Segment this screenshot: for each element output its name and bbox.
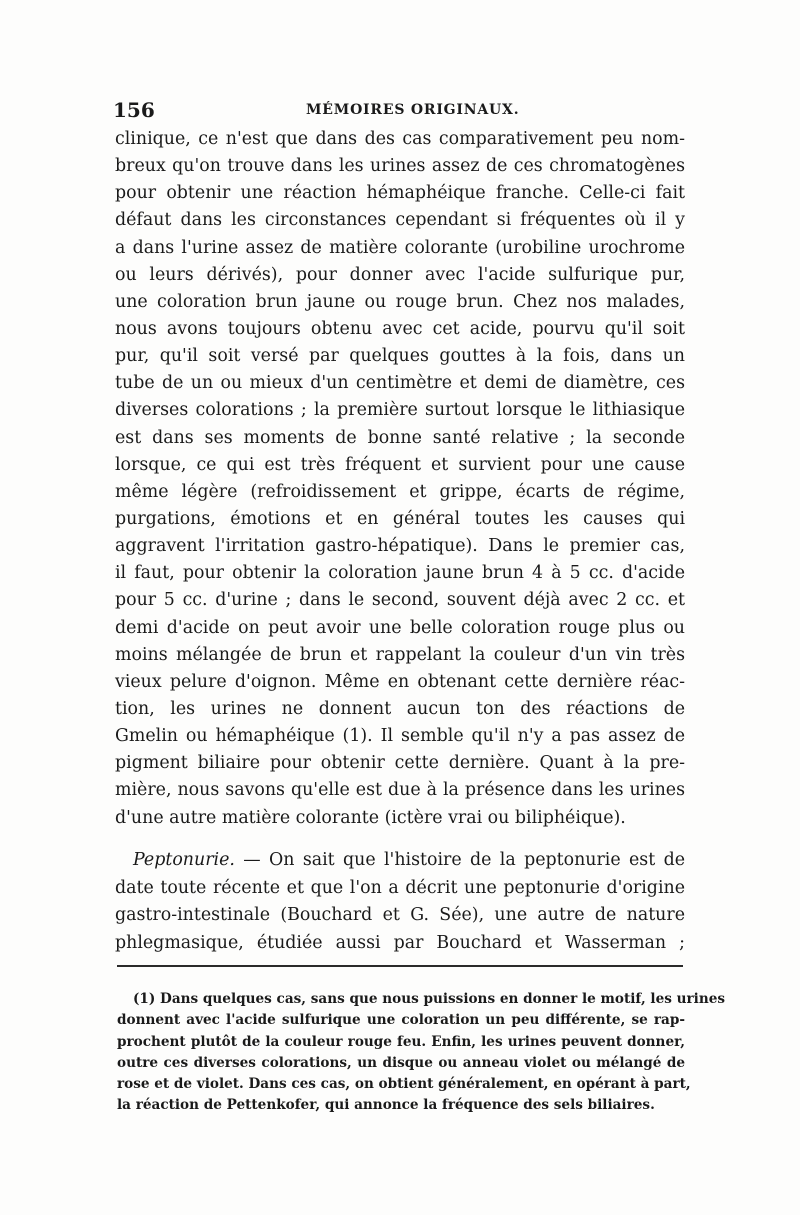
text-line: est dans ses moments de bonne santé relative ; la seconde bbox=[115, 427, 685, 448]
running-title: MÉMOIRES ORIGINAUX. bbox=[306, 102, 520, 118]
page-header bbox=[113, 98, 683, 122]
text-line: vieux pelure d'oignon. Même en obtenant cette dernière réac- bbox=[115, 671, 685, 692]
text-line: pur, qu'il soit versé par quelques gouttes à la fois, dans un bbox=[115, 346, 685, 367]
text-line: aggravent l'irritation gastro-hépatique). Dans le premier cas, bbox=[115, 536, 685, 557]
footnote-line: prochent plutôt de la couleur rouge feu. Enfin, les urines peuvent donner, bbox=[117, 1033, 685, 1050]
footnote bbox=[117, 989, 726, 1117]
section-heading: Peptonurie. bbox=[133, 850, 235, 870]
text-line: purgations, émotions et en général toutes les causes qui bbox=[115, 508, 685, 529]
text-line: même légère (refroidissement et grippe, écarts de régime, bbox=[115, 481, 685, 502]
footnote-line: rose et de violet. Dans ces cas, on obtient généralement, en opérant à part, bbox=[117, 1076, 691, 1093]
text-line: phlegmasique, étudiée aussi par Bouchard et Wasserman ; bbox=[115, 932, 685, 953]
paragraph-peptonurie bbox=[115, 847, 685, 957]
page-number: 156 bbox=[113, 98, 155, 122]
text-line: il faut, pour obtenir la coloration jaune brun 4 à 5 cc. d'acide bbox=[115, 563, 685, 584]
text-line: d'une autre matière colorante (ictère vrai ou biliphéique). bbox=[115, 807, 626, 828]
text-line: une coloration brun jaune ou rouge brun. Chez nos malades, bbox=[115, 291, 685, 312]
footnote-line: la réaction de Pettenkofer, qui annonce la fréquence des sels biliaires. bbox=[117, 1097, 655, 1114]
text-line: a dans l'urine assez de matière colorante (urobiline urochrome bbox=[115, 237, 685, 258]
text-line: tion, les urines ne donnent aucun ton des réactions de bbox=[115, 698, 685, 719]
text-line: pour 5 cc. d'urine ; dans le second, souvent déjà avec 2 cc. et bbox=[115, 590, 685, 611]
text-line: date toute récente et que l'on a décrit une peptonurie d'origine bbox=[115, 877, 685, 898]
text-line bbox=[115, 847, 685, 875]
text-line: gastro-intestinale (Bouchard et G. Sée), une autre de nature bbox=[115, 905, 685, 925]
text-line: pigment biliaire pour obtenir cette dernière. Quant à la pre- bbox=[115, 753, 685, 774]
footnote-line: (1) Dans quelques cas, sans que nous puissions en donner le motif, les urines bbox=[133, 991, 726, 1007]
text-line: demi d'acide on peut avoir une belle coloration rouge plus ou bbox=[115, 617, 685, 638]
text-line: mière, nous savons qu'elle est due à la présence dans les urines bbox=[115, 780, 685, 801]
footnote-line: outre ces diverses colorations, un disque ou anneau violet ou mélangé de bbox=[117, 1054, 685, 1071]
text-line: tube de un ou mieux d'un centimètre et demi de diamètre, ces bbox=[115, 373, 685, 394]
paragraph-urine-coloration bbox=[115, 126, 685, 832]
text-line: défaut dans les circonstances cependant si fréquentes où il y bbox=[115, 210, 685, 231]
text-line: diverses colorations ; la première surtout lorsque le lithiasique bbox=[115, 400, 685, 421]
footnote-divider bbox=[117, 965, 683, 967]
text-line: pour obtenir une réaction hémaphéique franche. Celle-ci fait bbox=[115, 183, 685, 204]
text-line: Gmelin ou hémaphéique (1). Il semble qu'il n'y a pas assez de bbox=[115, 726, 685, 747]
text-line: clinique, ce n'est que dans des cas comparativement peu nom- bbox=[115, 129, 685, 149]
text-line: ou leurs dérivés), pour donner avec l'acide sulfurique pur, bbox=[115, 264, 685, 285]
text-line: nous avons toujours obtenu avec cet acide, pourvu qu'il soit bbox=[115, 318, 685, 339]
footnote-line: donnent avec l'acide sulfurique une coloration un peu différente, se rap- bbox=[117, 1012, 685, 1029]
heading-continuation: — On sait que l'histoire de la peptonurie est de bbox=[234, 850, 685, 870]
text-line: moins mélangée de brun et rappelant la couleur d'un vin très bbox=[115, 644, 685, 665]
text-line: lorsque, ce qui est très fréquent et survient pour une cause bbox=[115, 454, 685, 475]
text-line: breux qu'on trouve dans les urines assez de ces chromatogènes bbox=[115, 156, 685, 177]
